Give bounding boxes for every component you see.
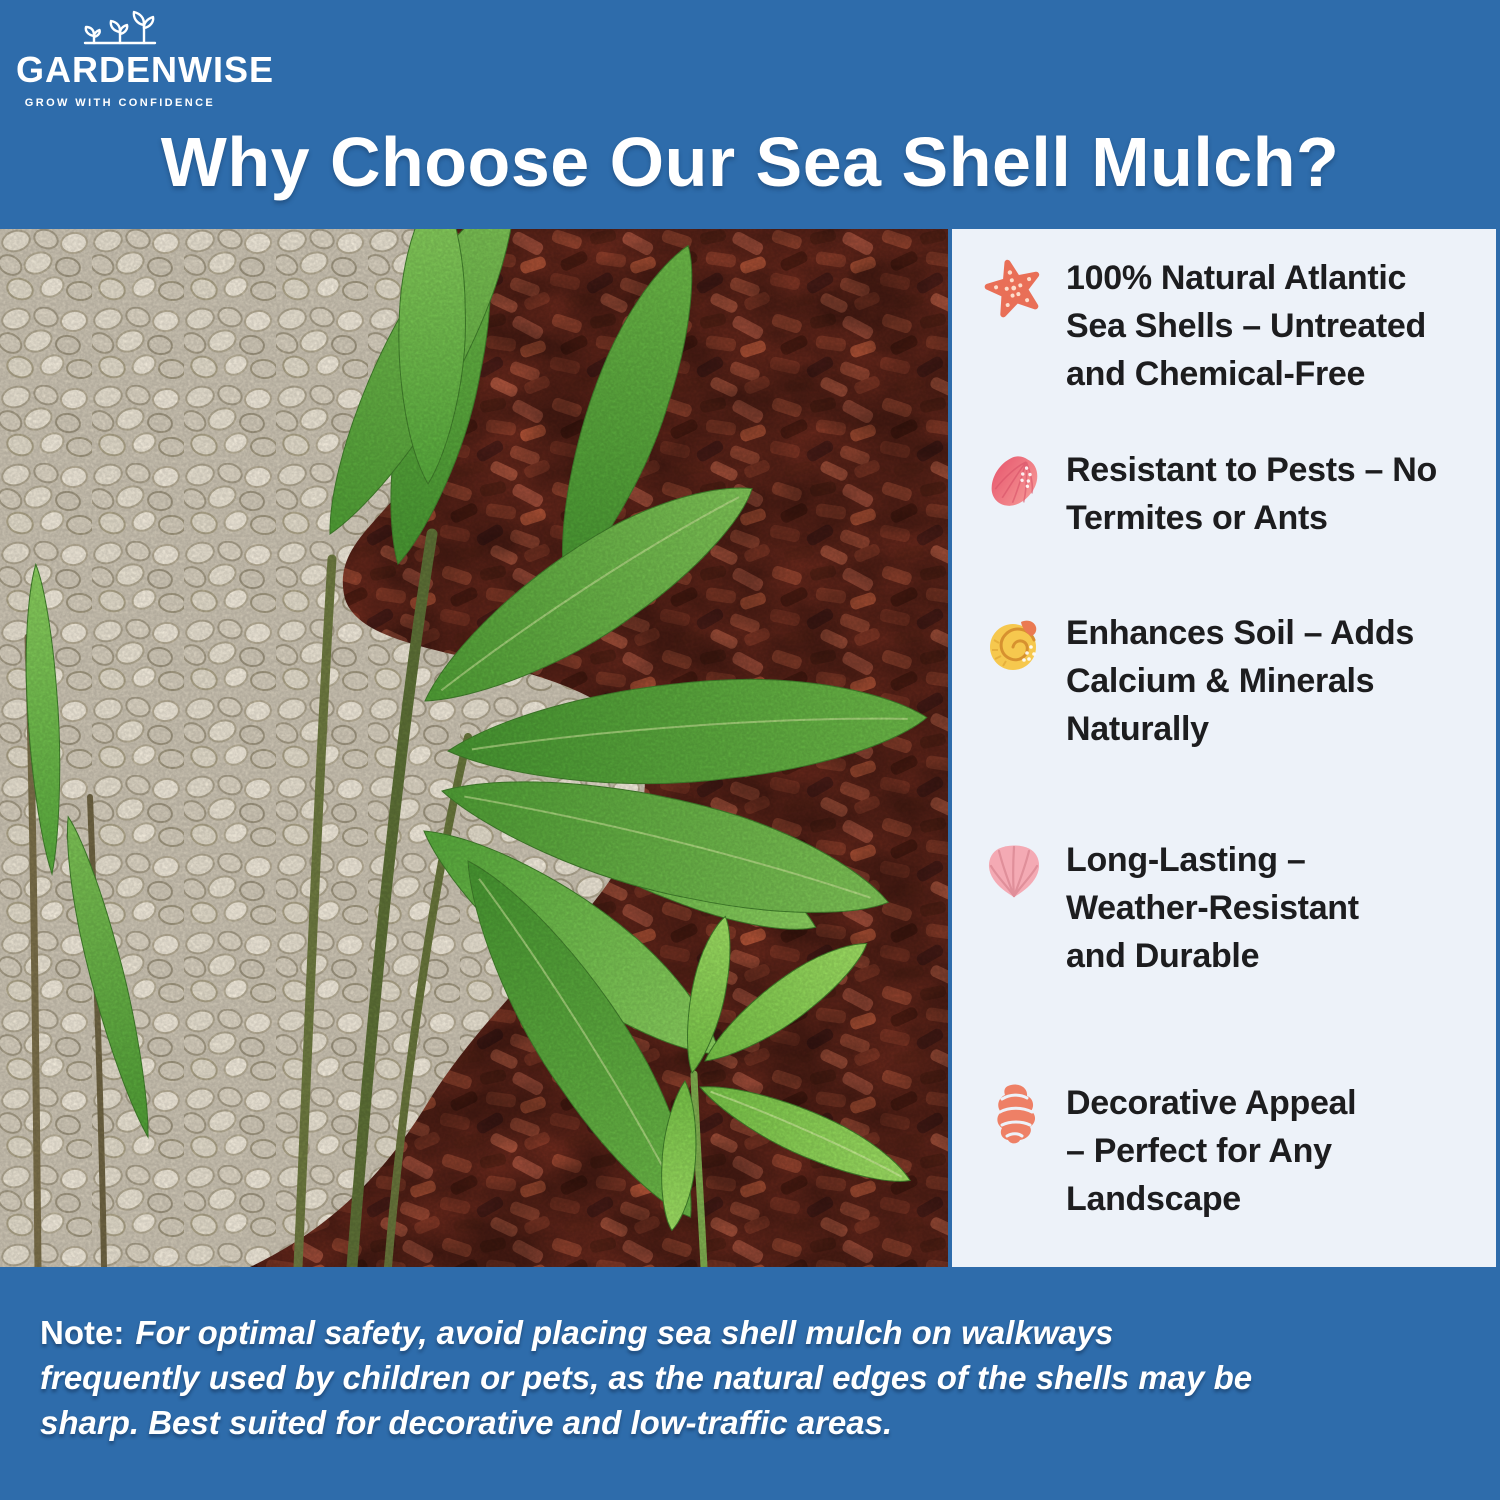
benefit-decorative [982, 1079, 1482, 1223]
clam-shell-icon [982, 446, 1046, 518]
benefit-durable [982, 836, 1482, 980]
page-title: Why Choose Our Sea Shell Mulch? [160, 123, 1340, 201]
benefit-natural [982, 254, 1482, 398]
nautilus-shell-icon [982, 609, 1046, 681]
seedlings-icon [78, 8, 162, 48]
benefit-soil [982, 609, 1482, 753]
benefit-text: 100% Natural Atlantic Sea Shells – Untreated and Chemical-Free [1066, 259, 1426, 393]
note-label: Note: [40, 1314, 125, 1351]
note-text-1: For optimal safety, avoid placing sea shell mulch on walkways [135, 1314, 1114, 1351]
content-row [0, 229, 1500, 1267]
brand-name: GARDENWISE [16, 49, 275, 90]
product-photo [0, 229, 948, 1267]
benefit-text: Long-Lasting – Weather-Resistant and Durable [1066, 841, 1359, 975]
footer-line-2: frequently used by children or pets, as the natural edges of the shells may be [40, 1359, 1253, 1396]
starfish-icon [982, 254, 1046, 326]
benefit-text: Resistant to Pests – No Termites or Ants [1066, 451, 1437, 537]
brand-tagline: GROW WITH CONFIDENCE [24, 97, 216, 109]
conch-shell-icon [982, 1079, 1046, 1151]
scallop-shell-icon [982, 836, 1046, 908]
benefit-text: Decorative Appeal – Perfect for Any Landscape [1066, 1084, 1357, 1218]
benefit-pest-resistant [982, 446, 1482, 542]
footer-line-1 [40, 1310, 1464, 1355]
footer-note [0, 1267, 1500, 1500]
brand-logo [16, 8, 275, 109]
benefit-text: Enhances Soil – Adds Calcium & Minerals Naturally [1066, 614, 1414, 748]
header [0, 0, 1500, 229]
footer-line-3: sharp. Best suited for decorative and low-traffic areas. [40, 1404, 893, 1441]
benefits-panel [952, 229, 1496, 1267]
